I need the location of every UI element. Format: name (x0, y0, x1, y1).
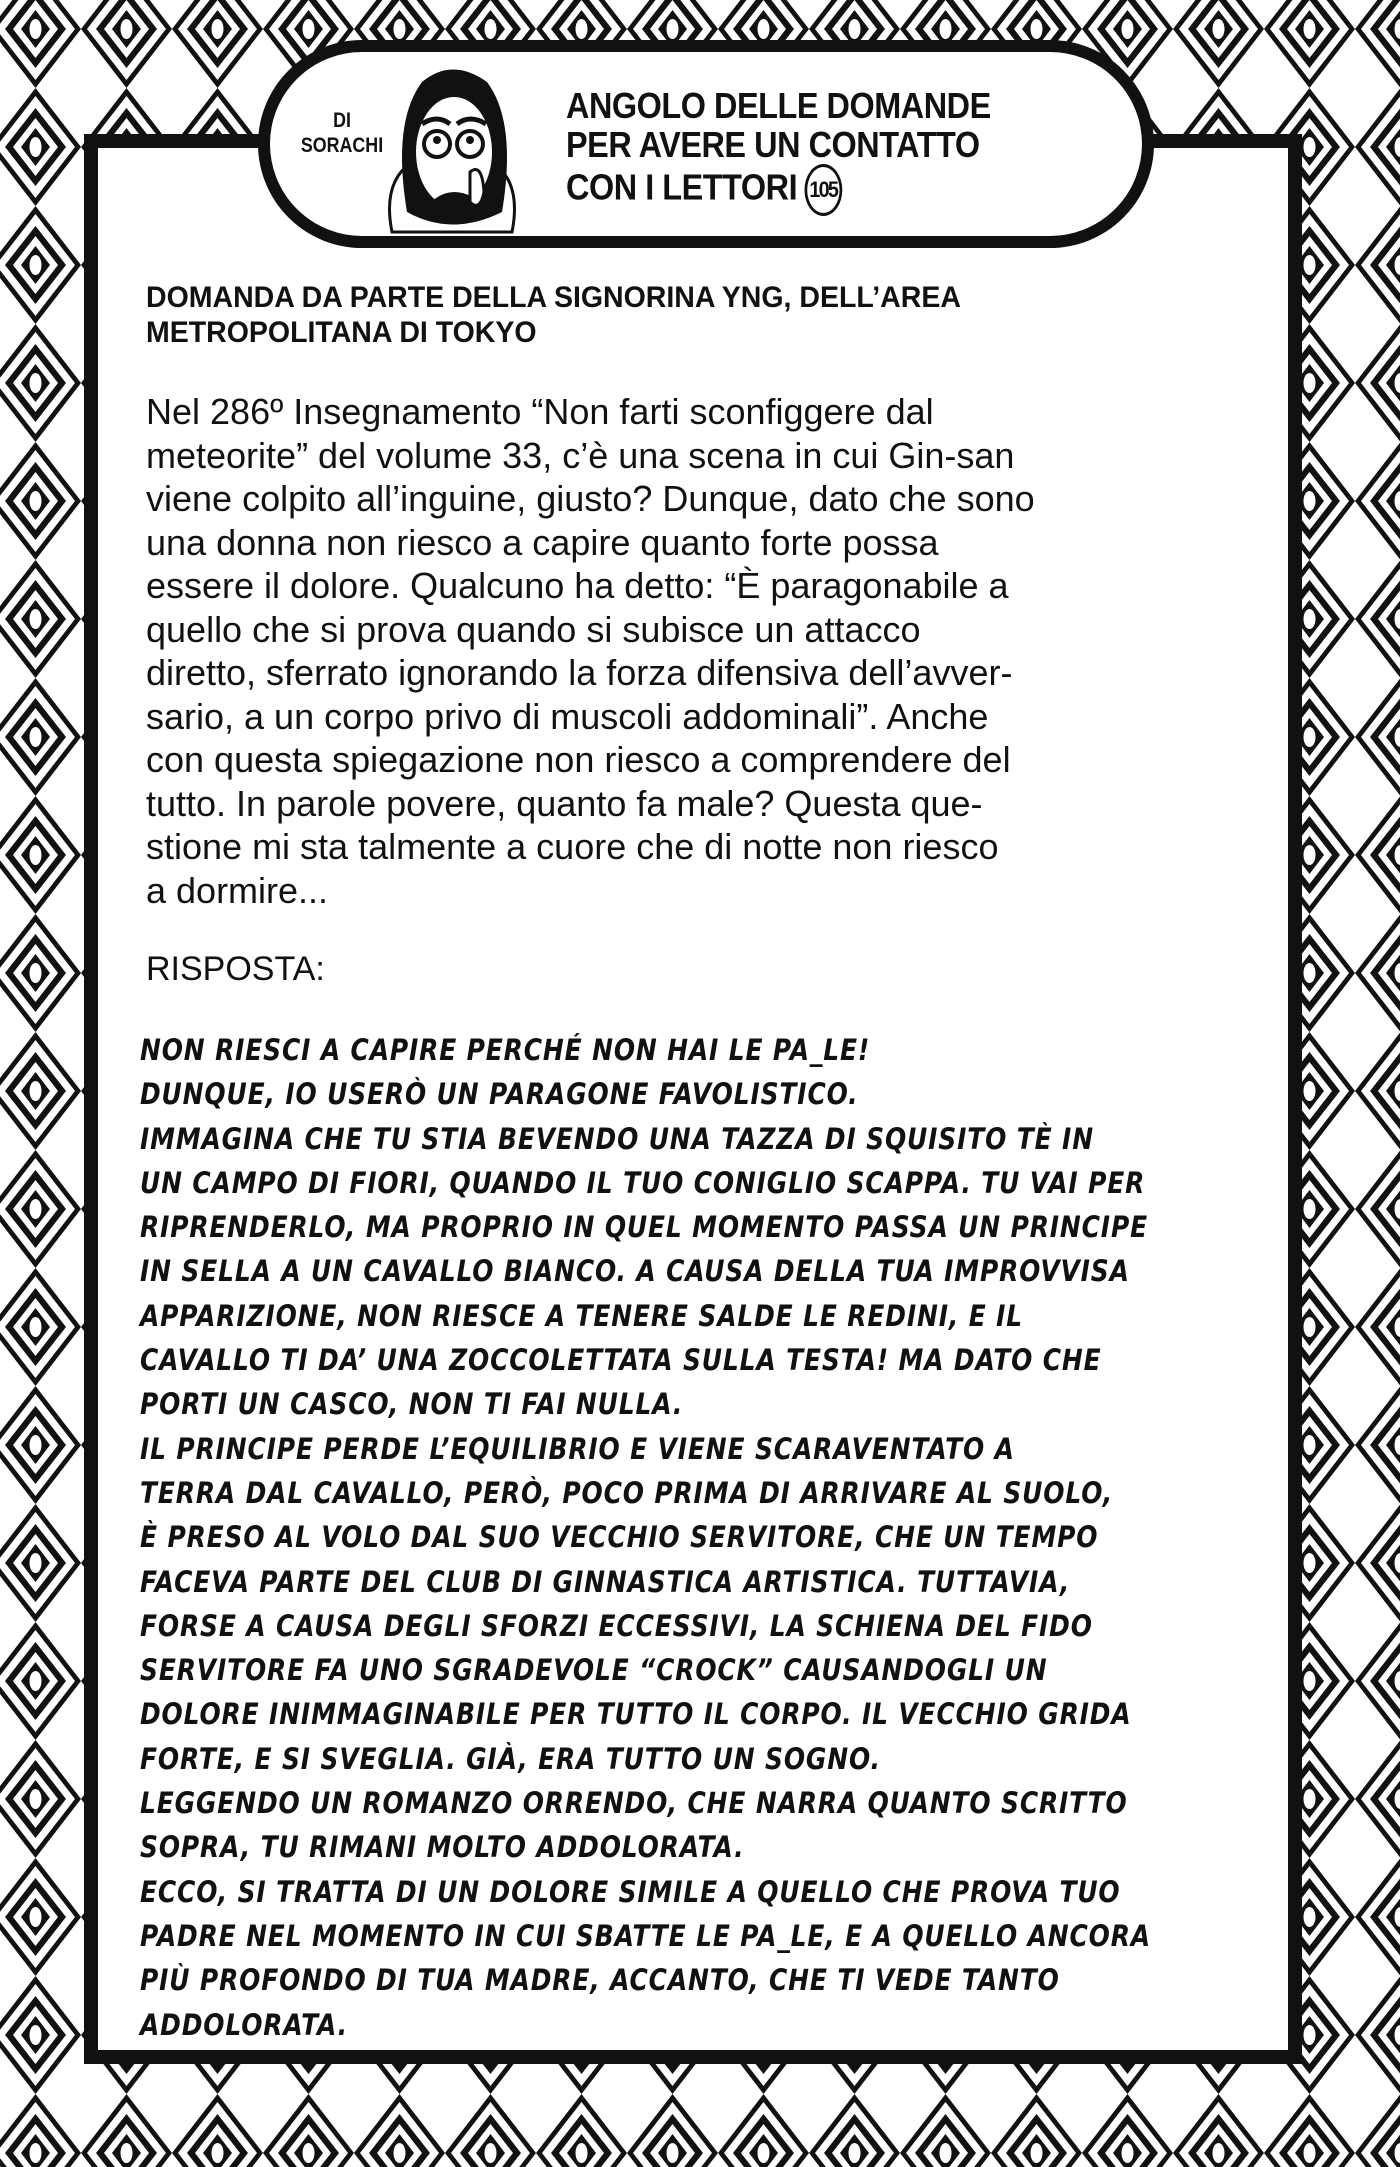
text-line: IN SELLA A UN CAVALLO BIANCO. A CAUSA DELLA TUA IMPROVVISA (140, 1254, 1130, 1289)
question-body (146, 390, 1276, 912)
text-line: PADRE NEL MOMENTO IN CUI SBATTE LE PA_LE, E A QUELLO ANCORA (140, 1918, 1151, 1953)
text-line: PORTI UN CASCO, NON TI FAI NULLA. (140, 1387, 684, 1422)
text-line: meteorite” del volume 33, c’è una scena in cui Gin-san (146, 434, 1015, 476)
text-line: UN CAMPO DI FIORI, QUANDO IL TUO CONIGLIO SCAPPA. TU VAI PER (140, 1165, 1146, 1200)
text-line: RIPRENDERLO, MA PROPRIO IN QUEL MOMENTO PASSA UN PRINCIPE (140, 1210, 1148, 1245)
text-line: FORTE, E SI SVEGLIA. GIÀ, ERA TUTTO UN SOGNO. (140, 1741, 881, 1776)
text-line: DOLORE INIMMAGINABILE PER TUTTO IL CORPO. IL VECCHIO GRIDA (140, 1697, 1132, 1732)
text-line: SOPRA, TU RIMANI MOLTO ADDOLORATA. (140, 1830, 745, 1865)
text-line: IL PRINCIPE PERDE L’EQUILIBRIO E VIENE SCARAVENTATO A (140, 1431, 1015, 1466)
author-name: SORACHI (300, 134, 384, 157)
text-line: tutto. In parole povere, quanto fa male? Questa que- (146, 782, 983, 824)
episode-number-badge: 105 (804, 164, 842, 216)
text-line: IMMAGINA CHE TU STIA BEVENDO UNA TAZZA DI SQUISITO TÈ IN (140, 1121, 1094, 1156)
text-line: stione mi sta talmente a cuore che di notte non riesco (146, 826, 999, 867)
text-line: FORSE A CAUSA DEGLI SFORZI ECCESSIVI, LA SCHIENA DEL FIDO (140, 1608, 1093, 1643)
text-line: DUNQUE, IO USERÒ UN PARAGONE FAVOLISTICO. (140, 1077, 859, 1112)
title-line-text: CON I LETTORI (566, 166, 798, 208)
text-line: CAVALLO TI DA’ UNA ZOCCOLETTATA SULLA TESTA! MA DATO CHE (140, 1343, 1102, 1378)
title-line: PER AVERE UN CONTATTO (566, 124, 980, 165)
text-line: ADDOLORATA. (140, 2007, 349, 2042)
title-line: ANGOLO DELLE DOMANDE (566, 85, 991, 126)
title-line (566, 164, 991, 216)
text-line: con questa spiegazione non riesco a comprendere del (146, 739, 1011, 780)
text-line: FACEVA PARTE DEL CLUB DI GINNASTICA ARTISTICA. TUTTAVIA, (140, 1564, 1071, 1599)
author-caricature-icon (352, 62, 552, 242)
text-line: una donna non riesco a capire quanto forte possa (146, 521, 939, 563)
heading-line: METROPOLITANA DI TOKYO (146, 316, 537, 349)
heading-line: DOMANDA DA PARTE DELLA SIGNORINA YNG, DELL’AREA (146, 281, 961, 314)
text-line: sario, a un corpo privo di muscoli addominali”. Anche (146, 695, 989, 737)
text-line: LEGGENDO UN ROMANZO ORRENDO, CHE NARRA QUANTO SCRITTO (140, 1786, 1128, 1821)
answer-label: RISPOSTA: (146, 950, 325, 988)
text-line: NON RIESCI A CAPIRE PERCHÉ NON HAI LE PA_LE! (140, 1033, 871, 1067)
text-line: viene colpito all’inguine, giusto? Dunque, dato che sono (146, 478, 1035, 519)
text-line: a dormire... (146, 869, 329, 911)
author-prefix: DI (333, 109, 351, 132)
text-line: APPARIZIONE, NON RIESCE A TENERE SALDE LE REDINI, E IL (140, 1298, 1024, 1333)
text-line: quello che si prova quando si subisce un attacco (146, 608, 921, 650)
text-line: È PRESO AL VOLO DAL SUO VECCHIO SERVITORE, CHE UN TEMPO (140, 1520, 1099, 1555)
text-line: SERVITORE FA UNO SGRADEVOLE “CROCK” CAUSANDOGLI UN (140, 1653, 1048, 1688)
question-heading (146, 280, 1220, 350)
text-line: TERRA DAL CAVALLO, PERÒ, POCO PRIMA DI ARRIVARE AL SUOLO, (140, 1475, 1114, 1510)
text-line: essere il dolore. Qualcuno ha detto: “È paragonabile a (146, 565, 1009, 606)
text-line: Nel 286º Insegnamento “Non farti sconfiggere dal (146, 391, 934, 432)
text-line: PIÙ PROFONDO DI TUA MADRE, ACCANTO, CHE TI VEDE TANTO (140, 1963, 1060, 1998)
column-title (566, 86, 991, 216)
answer-handwritten-body (140, 1028, 1290, 2047)
text-line: diretto, sferrato ignorando la forza difensiva dell’avver- (146, 652, 1013, 693)
text-line: ECCO, SI TRATTA DI UN DOLORE SIMILE A QUELLO CHE PROVA TUO (140, 1874, 1121, 1909)
